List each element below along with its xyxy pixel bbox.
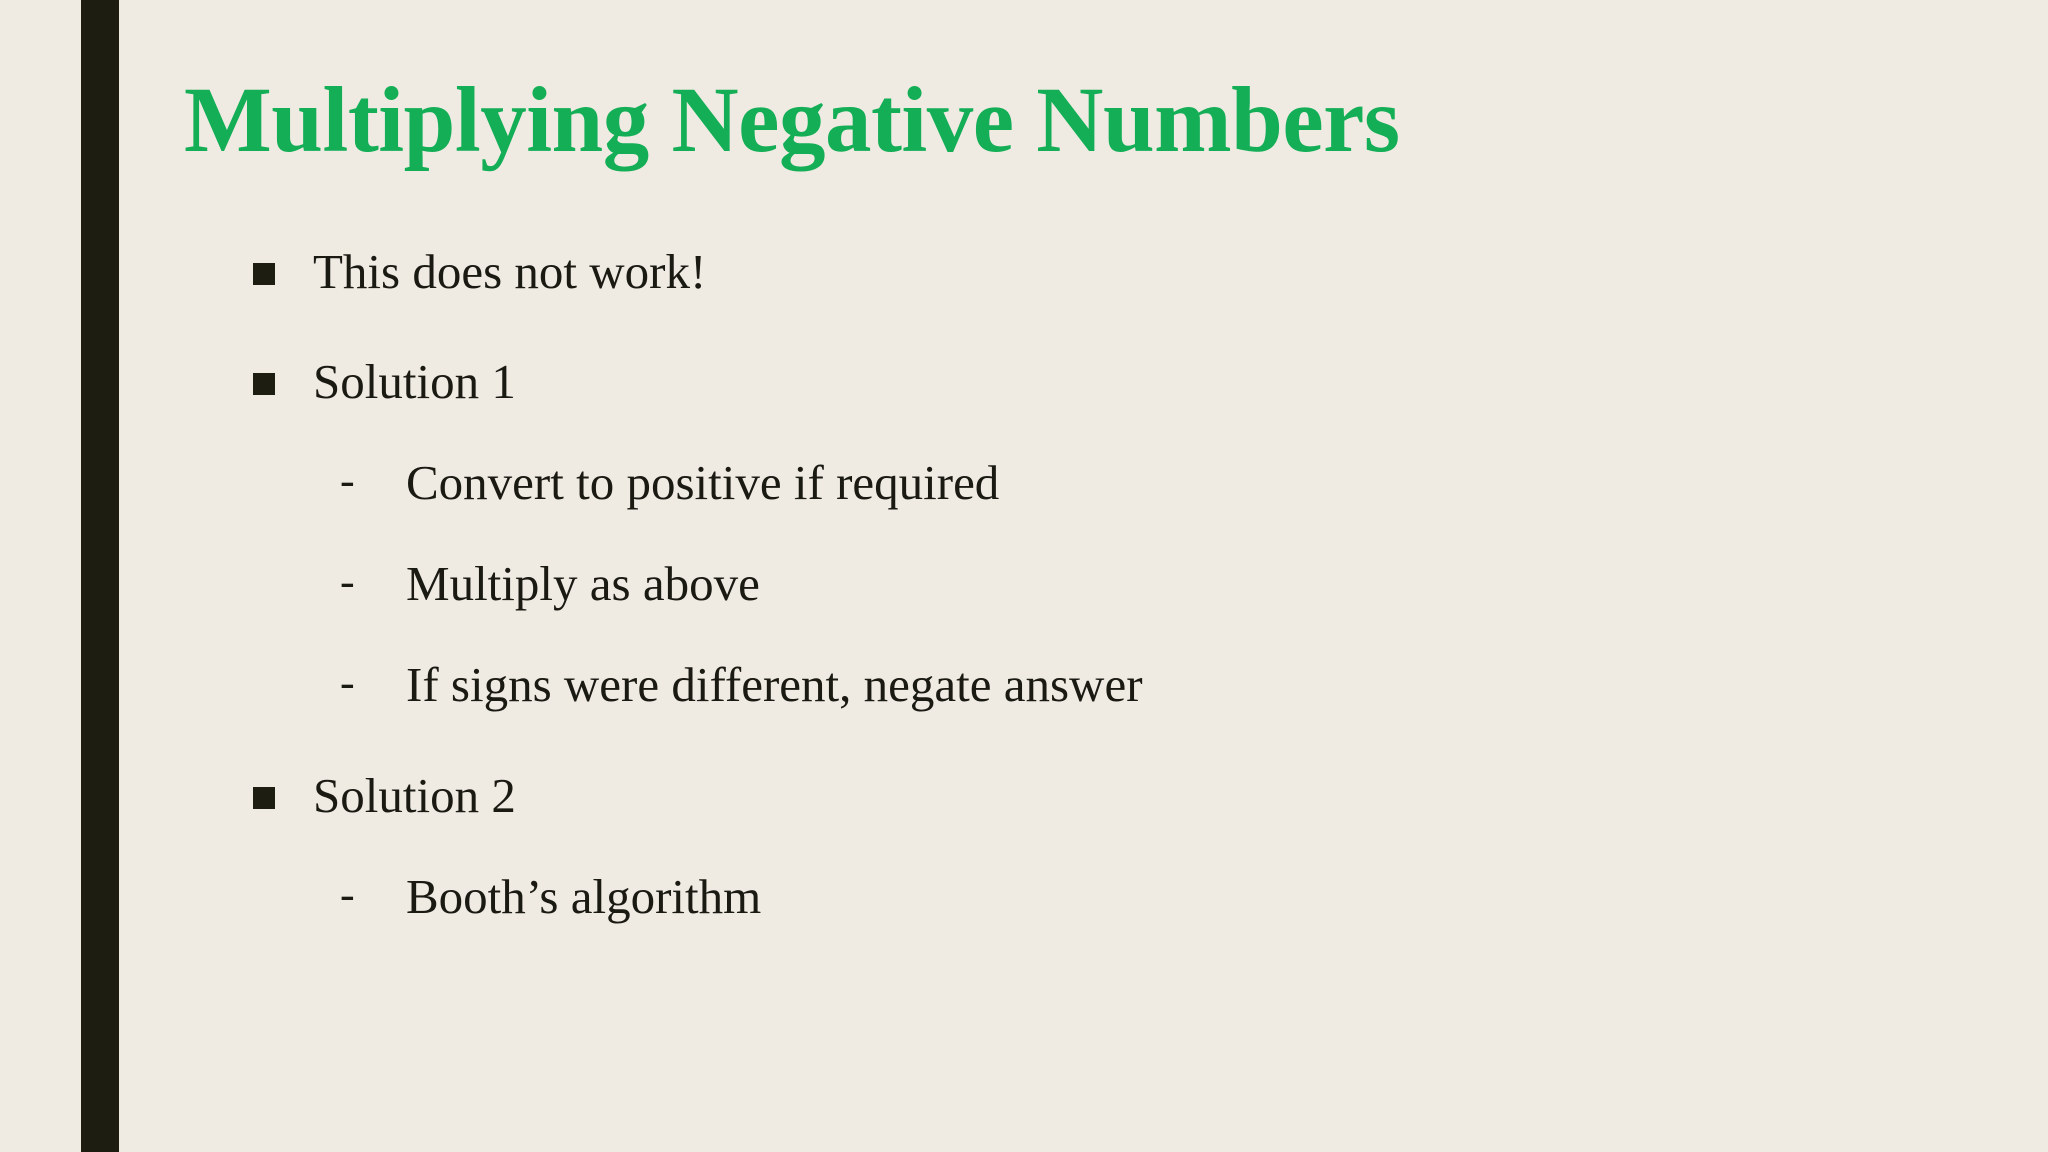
slide-title: Multiplying Negative Numbers bbox=[184, 69, 1400, 172]
sub-bullet-item bbox=[340, 867, 761, 929]
accent-side-bar bbox=[81, 0, 119, 1152]
dash-bullet-icon: - bbox=[340, 870, 355, 919]
dash-bullet-icon: - bbox=[340, 456, 355, 505]
sub-bullet-text: Convert to positive if required bbox=[406, 455, 1000, 510]
bullet-text: Solution 2 bbox=[313, 768, 516, 823]
bullet-item bbox=[253, 242, 706, 302]
sub-bullet-item bbox=[340, 655, 1143, 717]
dash-bullet-icon: - bbox=[340, 557, 355, 606]
square-bullet-icon bbox=[253, 787, 275, 809]
bullet-item bbox=[253, 352, 516, 412]
sub-bullet-text: Multiply as above bbox=[406, 556, 760, 611]
square-bullet-icon bbox=[253, 263, 275, 285]
sub-bullet-text: Booth’s algorithm bbox=[406, 869, 762, 924]
sub-bullet-text: If signs were different, negate answer bbox=[406, 657, 1143, 712]
bullet-text: Solution 1 bbox=[313, 354, 516, 409]
square-bullet-icon bbox=[253, 373, 275, 395]
bullet-item bbox=[253, 766, 516, 826]
dash-bullet-icon: - bbox=[340, 658, 355, 707]
sub-bullet-item bbox=[340, 554, 760, 616]
sub-bullet-item bbox=[340, 453, 999, 515]
bullet-text: This does not work! bbox=[313, 244, 707, 299]
